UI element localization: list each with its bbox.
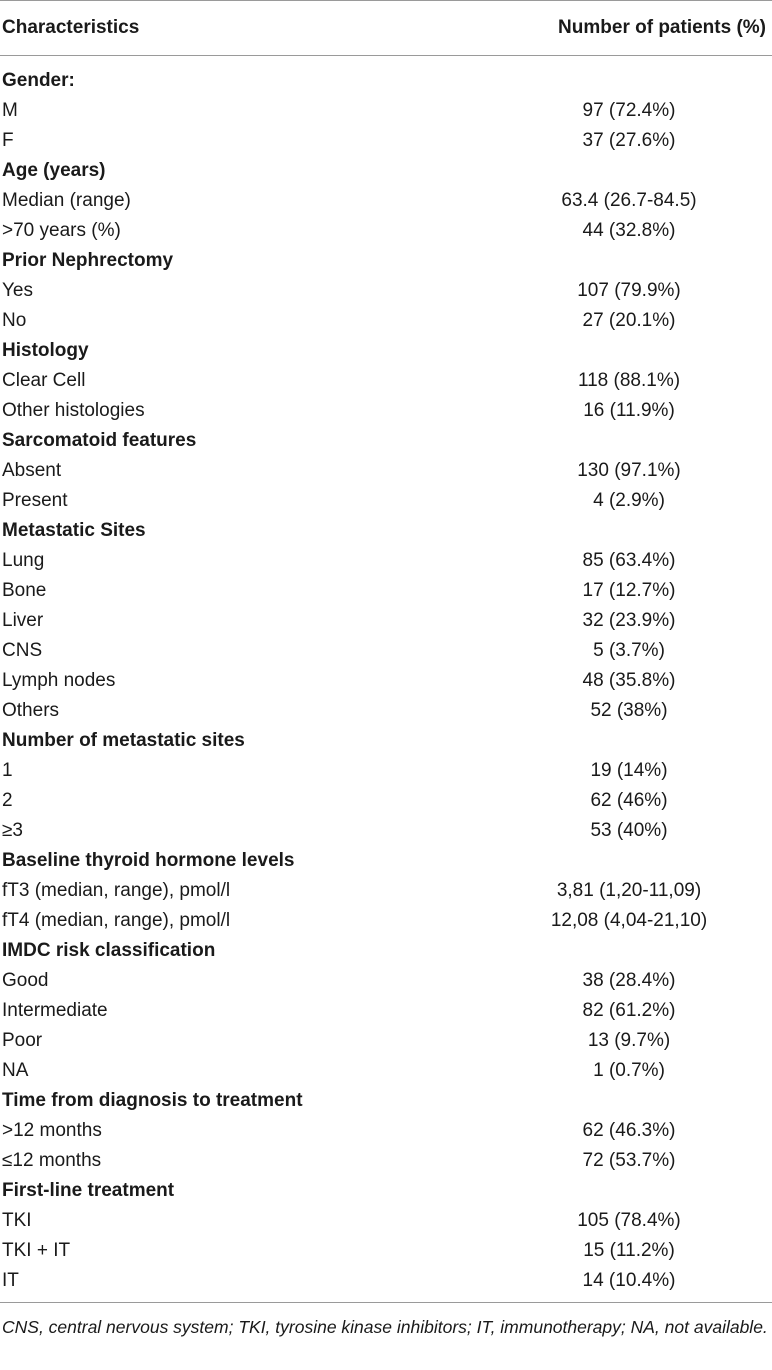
row-label: 1 bbox=[2, 760, 13, 781]
row-value: 62 (46%) bbox=[590, 790, 668, 811]
row-label: >12 months bbox=[2, 1120, 102, 1141]
table-row bbox=[0, 996, 772, 1026]
table-row bbox=[0, 1116, 772, 1146]
table-group-heading bbox=[0, 726, 772, 756]
row-label: Poor bbox=[2, 1030, 43, 1051]
row-label: Other histologies bbox=[2, 400, 145, 421]
row-value: 48 (35.8%) bbox=[582, 670, 676, 691]
row-label: ≥3 bbox=[2, 820, 23, 841]
table-row bbox=[0, 546, 772, 576]
row-label: >70 years (%) bbox=[2, 220, 121, 241]
row-value: 27 (20.1%) bbox=[582, 310, 676, 331]
group-label: Number of metastatic sites bbox=[2, 730, 245, 751]
row-label: ≤12 months bbox=[2, 1150, 102, 1171]
row-label: M bbox=[2, 100, 18, 121]
table-row bbox=[0, 366, 772, 396]
table-group-heading bbox=[0, 936, 772, 966]
row-label: CNS bbox=[2, 640, 43, 661]
row-label: Liver bbox=[2, 610, 44, 631]
table-row bbox=[0, 966, 772, 996]
table-row bbox=[0, 606, 772, 636]
row-value: 16 (11.9%) bbox=[583, 400, 675, 421]
row-value: 82 (61.2%) bbox=[582, 1000, 676, 1021]
header-number-of-patients: Number of patients (%) bbox=[558, 17, 766, 38]
table-header-row bbox=[0, 1, 772, 55]
table-group-heading bbox=[0, 1176, 772, 1206]
row-label: Clear Cell bbox=[2, 370, 86, 391]
row-value: 15 (11.2%) bbox=[583, 1240, 675, 1261]
table-group-heading bbox=[0, 846, 772, 876]
group-label: Sarcomatoid features bbox=[2, 430, 197, 451]
row-value: 52 (38%) bbox=[590, 700, 668, 721]
table-row bbox=[0, 756, 772, 786]
row-value: 32 (23.9%) bbox=[582, 610, 676, 631]
group-label: First-line treatment bbox=[2, 1180, 175, 1201]
table-row bbox=[0, 786, 772, 816]
table-row bbox=[0, 876, 772, 906]
group-label: Age (years) bbox=[2, 160, 106, 181]
table-group-heading bbox=[0, 66, 772, 96]
table-row bbox=[0, 696, 772, 726]
table-group-heading bbox=[0, 426, 772, 456]
row-value: 118 (88.1%) bbox=[577, 370, 681, 391]
row-label: Lymph nodes bbox=[2, 670, 116, 691]
row-value: 38 (28.4%) bbox=[582, 970, 676, 991]
row-label: No bbox=[2, 310, 27, 331]
row-value: 5 (3.7%) bbox=[593, 640, 665, 661]
row-value: 130 (97.1%) bbox=[577, 460, 681, 481]
table-row bbox=[0, 1146, 772, 1176]
row-value: 3,81 (1,20-11,09) bbox=[556, 880, 702, 901]
table-row bbox=[0, 816, 772, 846]
row-label: fT4 (median, range), pmol/l bbox=[2, 910, 231, 931]
row-value: 4 (2.9%) bbox=[593, 490, 665, 511]
table-group-heading bbox=[0, 516, 772, 546]
row-value: 85 (63.4%) bbox=[582, 550, 676, 571]
row-label: Absent bbox=[2, 460, 62, 481]
row-value: 72 (53.7%) bbox=[582, 1150, 676, 1171]
table-row bbox=[0, 306, 772, 336]
row-label: Lung bbox=[2, 550, 45, 571]
row-label: TKI + IT bbox=[2, 1240, 71, 1261]
row-value: 107 (79.9%) bbox=[577, 280, 681, 301]
table-group-heading bbox=[0, 1086, 772, 1116]
row-value: 97 (72.4%) bbox=[582, 100, 676, 121]
header-characteristics: Characteristics bbox=[2, 17, 140, 38]
row-value: 19 (14%) bbox=[590, 760, 668, 781]
row-value: 105 (78.4%) bbox=[577, 1210, 681, 1231]
row-label: Intermediate bbox=[2, 1000, 108, 1021]
row-label: Bone bbox=[2, 580, 47, 601]
table-row bbox=[0, 1056, 772, 1086]
row-label: 2 bbox=[2, 790, 13, 811]
row-label: F bbox=[2, 130, 14, 151]
table-group-heading bbox=[0, 246, 772, 276]
group-label: Gender: bbox=[2, 70, 75, 91]
group-label: Time from diagnosis to treatment bbox=[2, 1090, 303, 1111]
row-label: Median (range) bbox=[2, 190, 131, 211]
table-row bbox=[0, 1266, 772, 1296]
table-row bbox=[0, 1236, 772, 1266]
row-value: 12,08 (4,04-21,10) bbox=[550, 910, 708, 931]
table-row bbox=[0, 216, 772, 246]
table-row bbox=[0, 1026, 772, 1056]
table-row bbox=[0, 396, 772, 426]
table-row bbox=[0, 486, 772, 516]
row-value: 13 (9.7%) bbox=[587, 1030, 671, 1051]
group-label: Baseline thyroid hormone levels bbox=[2, 850, 295, 871]
table-row bbox=[0, 576, 772, 606]
row-label: TKI bbox=[2, 1210, 32, 1231]
row-value: 62 (46.3%) bbox=[582, 1120, 676, 1141]
group-label: Metastatic Sites bbox=[2, 520, 146, 541]
group-label: Prior Nephrectomy bbox=[2, 250, 174, 271]
row-value: 53 (40%) bbox=[590, 820, 668, 841]
row-value: 14 (10.4%) bbox=[582, 1270, 676, 1291]
row-value: 17 (12.7%) bbox=[582, 580, 676, 601]
row-value: 1 (0.7%) bbox=[593, 1060, 665, 1081]
row-label: fT3 (median, range), pmol/l bbox=[2, 880, 231, 901]
table-footnote: CNS, central nervous system; TKI, tyrosine kinase inhibitors; IT, immunotherapy; NA, not available. bbox=[2, 1317, 768, 1337]
table-row bbox=[0, 126, 772, 156]
table-group-heading bbox=[0, 336, 772, 366]
group-label: IMDC risk classification bbox=[2, 940, 216, 961]
row-value: 44 (32.8%) bbox=[582, 220, 676, 241]
row-value: 37 (27.6%) bbox=[582, 130, 676, 151]
row-value: 63.4 (26.7-84.5) bbox=[561, 190, 697, 211]
table-row bbox=[0, 666, 772, 696]
table-row bbox=[0, 186, 772, 216]
table-body bbox=[0, 56, 772, 1296]
row-label: Others bbox=[2, 700, 60, 721]
row-label: Yes bbox=[2, 280, 33, 301]
table-row bbox=[0, 96, 772, 126]
row-label: Good bbox=[2, 970, 49, 991]
table-row bbox=[0, 1206, 772, 1236]
row-label: NA bbox=[2, 1060, 29, 1081]
table-row bbox=[0, 906, 772, 936]
group-label: Histology bbox=[2, 340, 89, 361]
table-row bbox=[0, 636, 772, 666]
row-label: Present bbox=[2, 490, 68, 511]
row-label: IT bbox=[2, 1270, 19, 1291]
table-row bbox=[0, 276, 772, 306]
table-group-heading bbox=[0, 156, 772, 186]
table-row bbox=[0, 456, 772, 486]
